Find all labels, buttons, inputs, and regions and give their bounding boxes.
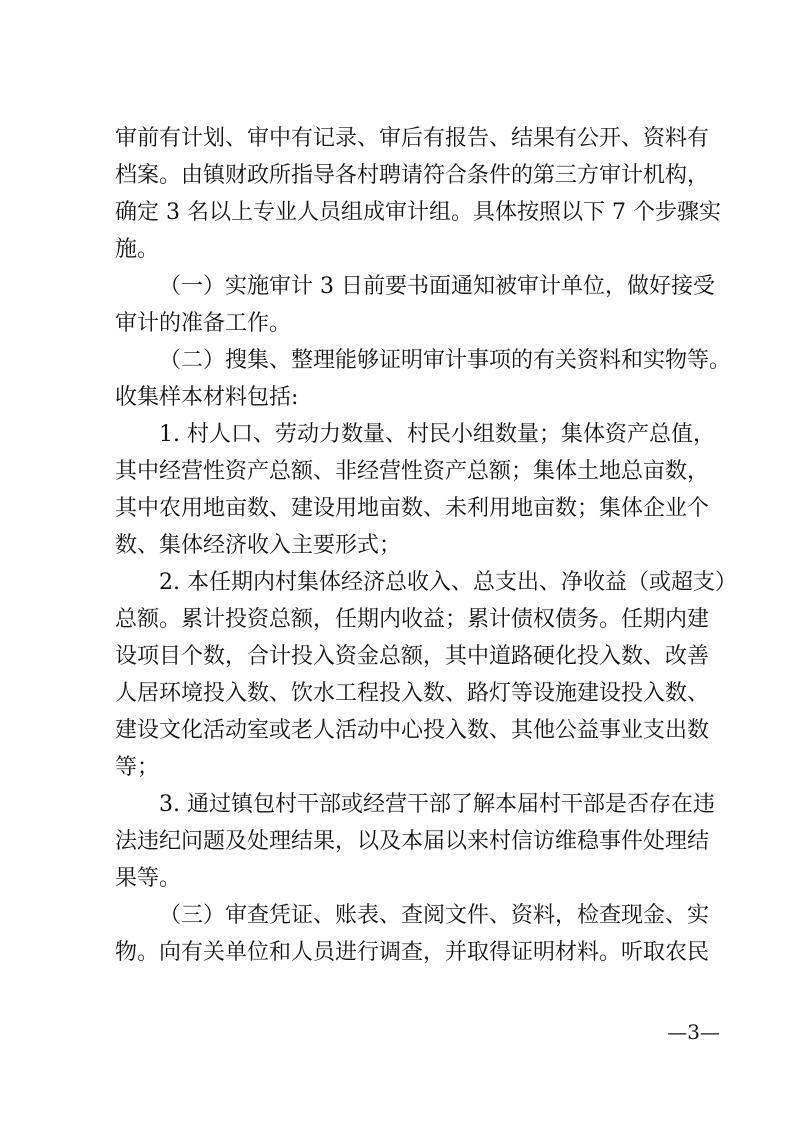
text-line: 物。向有关单位和人员进行调查，并取得证明材料。听取农民: [115, 940, 710, 965]
text-line: 果等。: [115, 866, 182, 891]
text-line: 1. 村人口、劳动力数量、村民小组数量；集体资产总值，: [159, 422, 715, 447]
text-line: 数、集体经济收入主要形式；: [115, 533, 402, 558]
body-text: [115, 120, 737, 971]
text-line: 3. 通过镇包村干部或经营干部了解本届村干部是否存在违: [159, 792, 715, 817]
text-line: 确定 3 名以上专业人员组成审计组。具体按照以下 7 个步骤实: [115, 200, 721, 225]
text-line: （三）审查凭证、账表、查阅文件、资料，检查现金、实: [159, 903, 710, 928]
text-line: 2. 本任期内村集体经济总收入、总支出、净收益（或超支）: [159, 570, 737, 595]
text-line: 设项目个数，合计投入资金总额，其中道路硬化投入数、改善: [115, 644, 710, 669]
text-line: 其中经营性资产总额、非经营性资产总额；集体土地总亩数，: [115, 459, 710, 484]
text-line: 法违纪问题及处理结果，以及本届以来村信访维稳事件处理结: [115, 829, 710, 854]
text-line: 等；: [115, 755, 160, 780]
text-line: 总额。累计投资总额，任期内收益；累计债权债务。任期内建: [115, 607, 710, 632]
text-line: 审计的准备工作。: [115, 311, 292, 336]
text-line: （二）搜集、整理能够证明审计事项的有关资料和实物等。: [159, 348, 732, 373]
text-line: 施。: [115, 237, 160, 262]
text-line: 其中农用地亩数、建设用地亩数、未利用地亩数；集体企业个: [115, 496, 710, 521]
text-line: 档案。由镇财政所指导各村聘请符合条件的第三方审计机构，: [115, 163, 710, 188]
page-number: —3—: [667, 1020, 720, 1044]
text-line: 收集样本材料包括:: [115, 385, 299, 410]
text-line: 建设文化活动室或老人活动中心投入数、其他公益事业支出数: [115, 718, 710, 743]
text-line: 人居环境投入数、饮水工程投入数、路灯等设施建设投入数、: [115, 681, 710, 706]
text-line: 审前有计划、审中有记录、审后有报告、结果有公开、资料有: [115, 126, 710, 151]
text-line: （一）实施审计 3 日前要书面通知被审计单位，做好接受: [159, 274, 715, 299]
